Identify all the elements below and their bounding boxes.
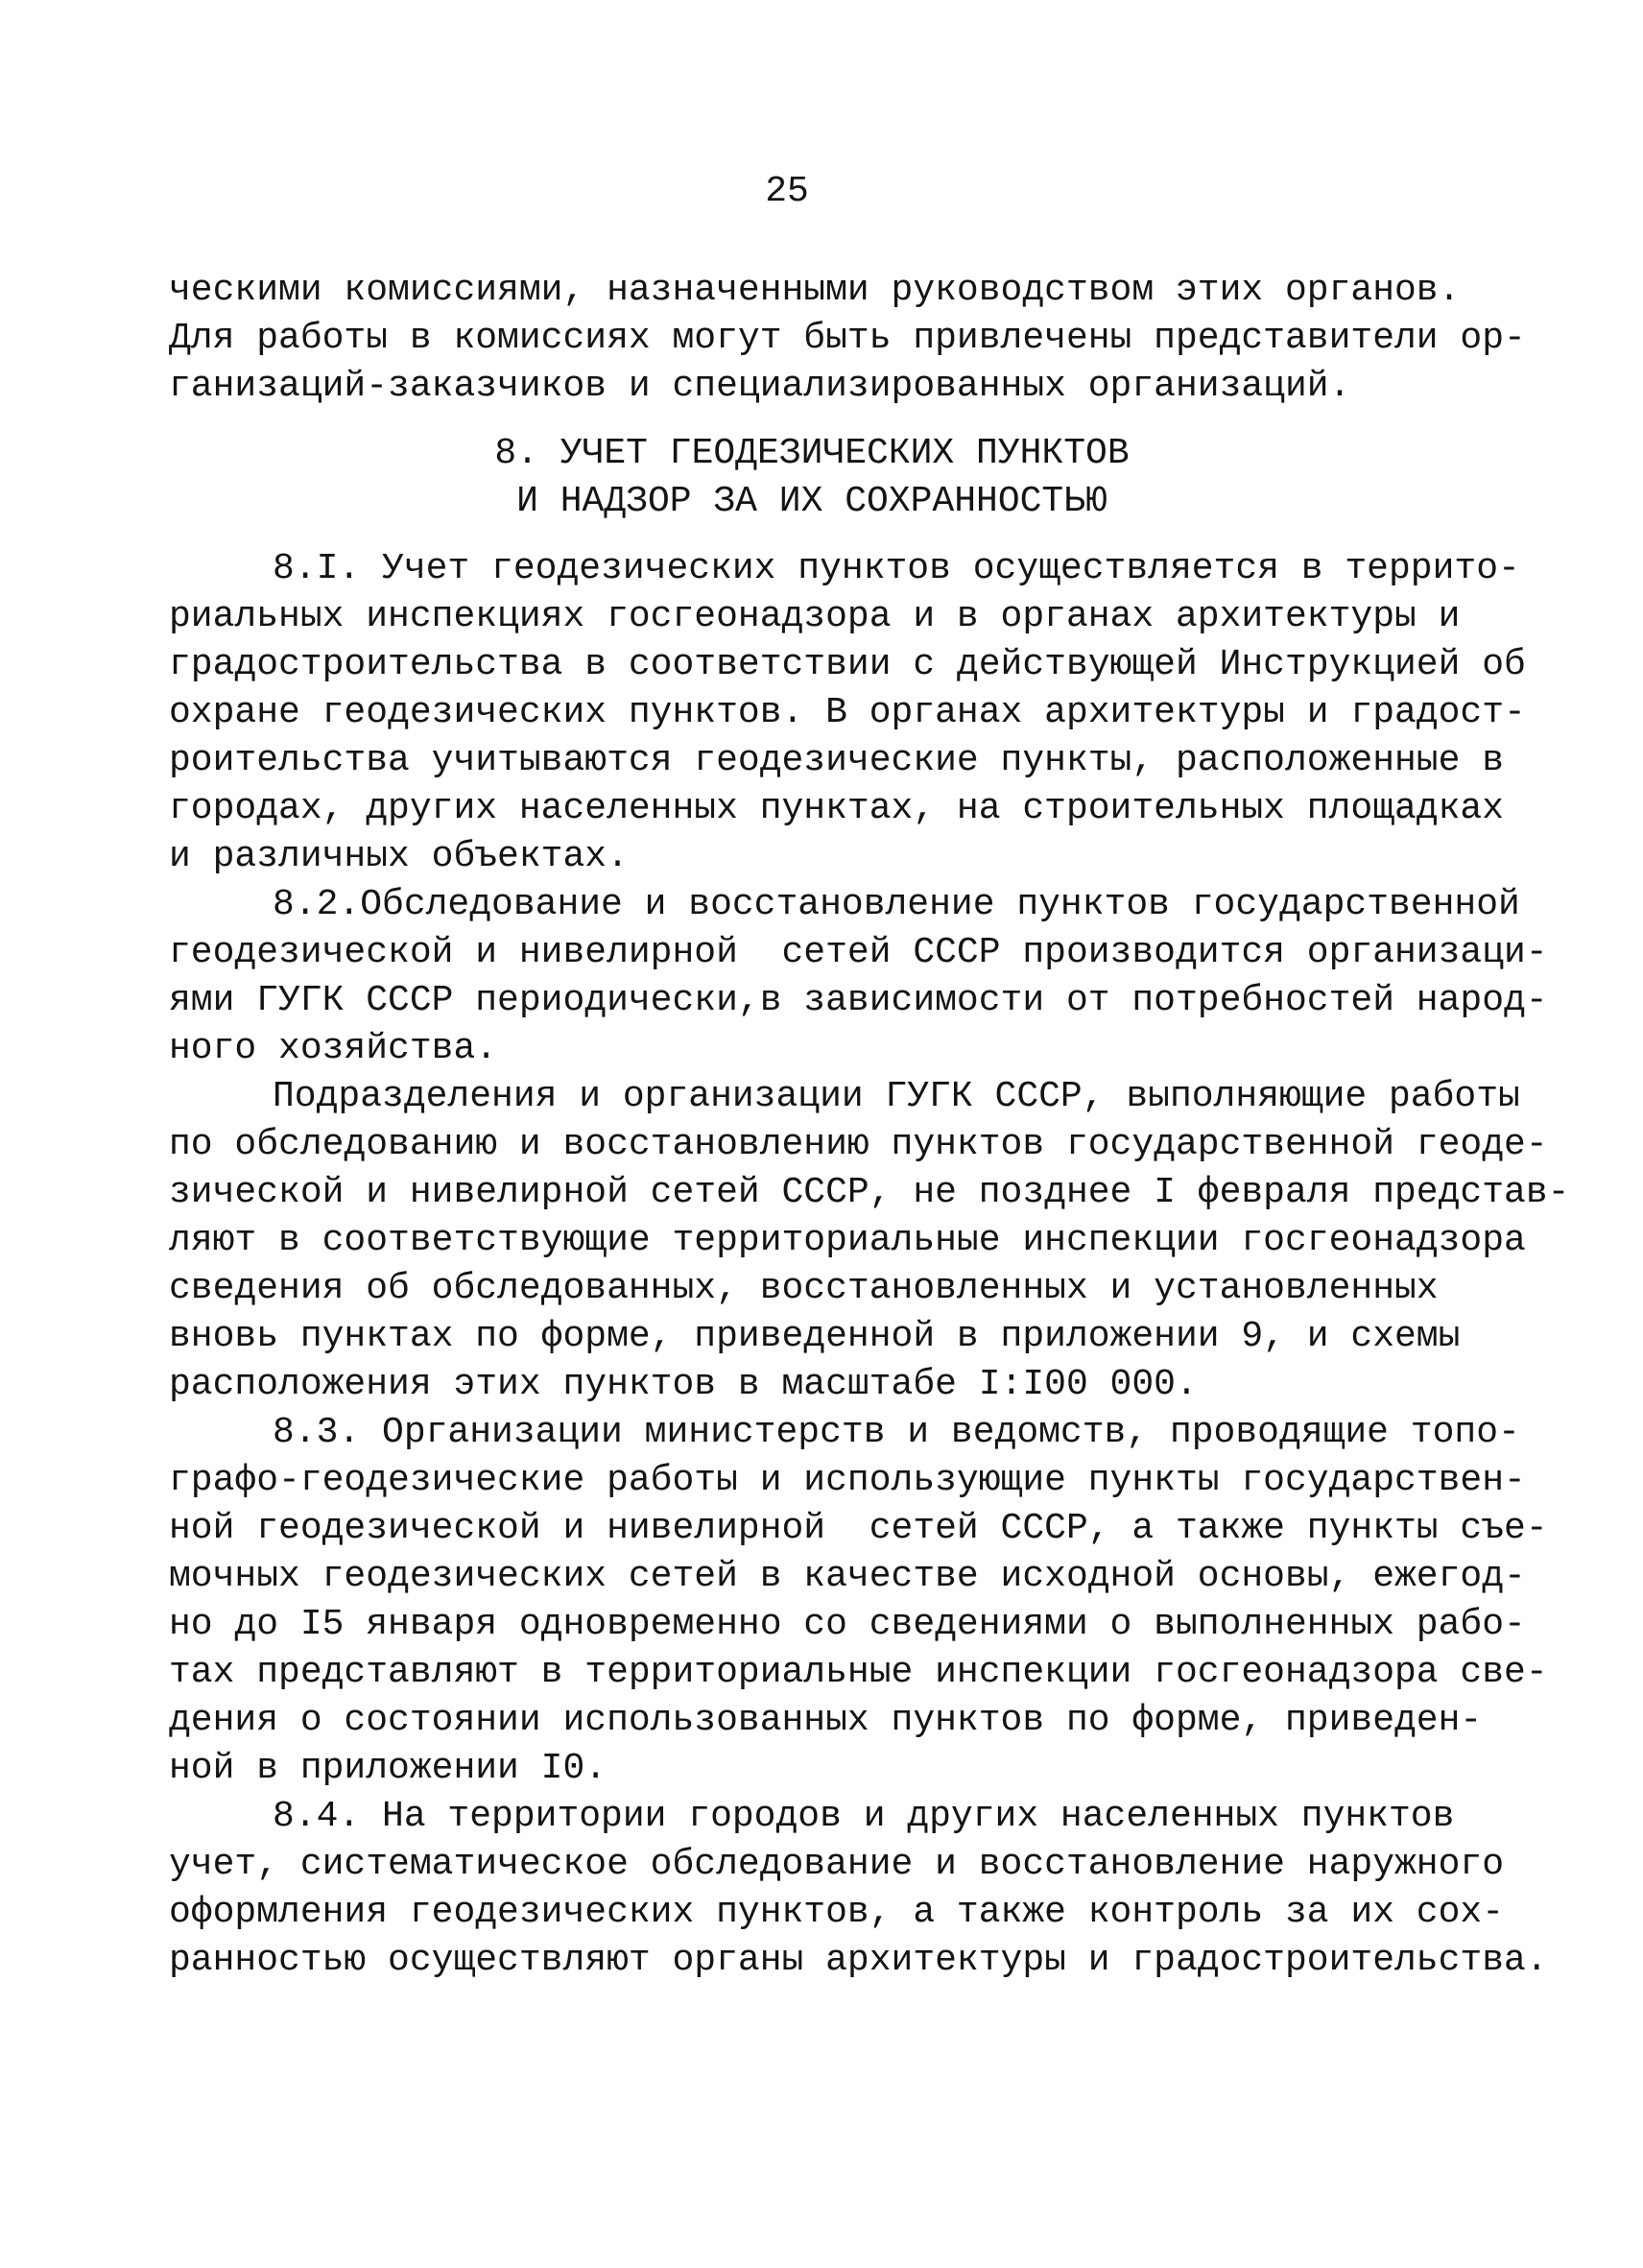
text-line: но до I5 января одновременно со сведениями о выполненных рабо- bbox=[169, 1604, 1526, 1645]
text-line: графо-геодезические работы и использующие пункты государствен- bbox=[169, 1460, 1526, 1501]
text-line: Подразделения и организации ГУГК СССР, выполняющие работы bbox=[273, 1076, 1520, 1117]
paragraph-8-1 bbox=[169, 545, 1526, 881]
text-line: 8.I. Учет геодезических пунктов осуществляется в террито- bbox=[273, 548, 1520, 589]
text-line: зической и нивелирной сетей СССР, не позднее I февраля представ- bbox=[169, 1172, 1570, 1213]
text-line: сведения об обследованных, восстановленных и установленных bbox=[169, 1268, 1439, 1309]
text-line: учет, систематическое обследование и восстановление наружного bbox=[169, 1844, 1505, 1885]
text-line: расположения этих пунктов в масштабе I:I00 000. bbox=[169, 1364, 1198, 1405]
paragraph-subdivisions bbox=[169, 1073, 1570, 1409]
page-number: 25 bbox=[765, 171, 809, 212]
paragraph-8-3 bbox=[169, 1409, 1548, 1793]
text-line: и различных объектах. bbox=[169, 836, 629, 877]
text-line: ческими комиссиями, назначенными руководством этих органов. bbox=[169, 270, 1461, 311]
text-line: ной геодезической и нивелирной сетей СССР, а также пункты съе- bbox=[169, 1508, 1548, 1549]
text-line: 8.3. Организации министерств и ведомств, проводящие топо- bbox=[273, 1412, 1520, 1453]
paragraph-8-4 bbox=[169, 1793, 1548, 1985]
text-line: ляют в соответствующие территориальные инспекции госгеонадзора bbox=[169, 1220, 1526, 1261]
text-line: 8.2.Обследование и восстановление пунктов государственной bbox=[273, 884, 1520, 925]
text-line: дения о состоянии использованных пунктов по форме, приведен- bbox=[169, 1700, 1483, 1741]
text-line: тах представляют в территориальные инспекции госгеонадзора све- bbox=[169, 1652, 1548, 1693]
text-line: ного хозяйства. bbox=[169, 1028, 498, 1069]
text-line: роительства учитываются геодезические пункты, расположенные в bbox=[169, 740, 1505, 781]
text-line: ями ГУГК СССР периодически,в зависимости от потребностей народ- bbox=[169, 980, 1548, 1021]
text-line: геодезической и нивелирной сетей СССР производится организаци- bbox=[169, 932, 1548, 973]
text-line: мочных геодезических сетей в качестве исходной основы, ежегод- bbox=[169, 1556, 1526, 1597]
text-line: вновь пунктах по форме, приведенной в приложении 9, и схемы bbox=[169, 1316, 1461, 1357]
section-heading-line-1: 8. УЧЕТ ГЕОДЕЗИЧЕСКИХ ПУНКТОВ bbox=[494, 433, 1130, 474]
text-line: ранностью осуществляют органы архитектуры и градостроительства. bbox=[169, 1940, 1548, 1981]
body-text bbox=[169, 267, 1570, 1985]
text-line: городах, других населенных пунктах, на строительных площадках bbox=[169, 788, 1505, 829]
paragraph-8-2 bbox=[169, 881, 1548, 1073]
text-line: оформления геодезических пунктов, а также контроль за их сох- bbox=[169, 1892, 1505, 1933]
text-line: Для работы в комиссиях могут быть привлечены представители ор- bbox=[169, 318, 1526, 359]
text-line: 8.4. На территории городов и других населенных пунктов bbox=[273, 1796, 1455, 1837]
text-line: ганизаций-заказчиков и специализированных организаций. bbox=[169, 366, 1351, 407]
text-line: риальных инспекциях госгеонадзора и в органах архитектуры и bbox=[169, 596, 1461, 637]
text-line: градостроительства в соответствии с действующей Инструкцией об bbox=[169, 644, 1526, 685]
section-heading-line-2: И НАДЗОР ЗА ИХ СОХРАННОСТЬЮ bbox=[516, 481, 1107, 522]
text-line: охране геодезических пунктов. В органах архитектуры и градост- bbox=[169, 692, 1526, 733]
text-line: по обследованию и восстановлению пунктов государственной геоде- bbox=[169, 1124, 1548, 1165]
text-line: ной в приложении I0. bbox=[169, 1748, 607, 1789]
